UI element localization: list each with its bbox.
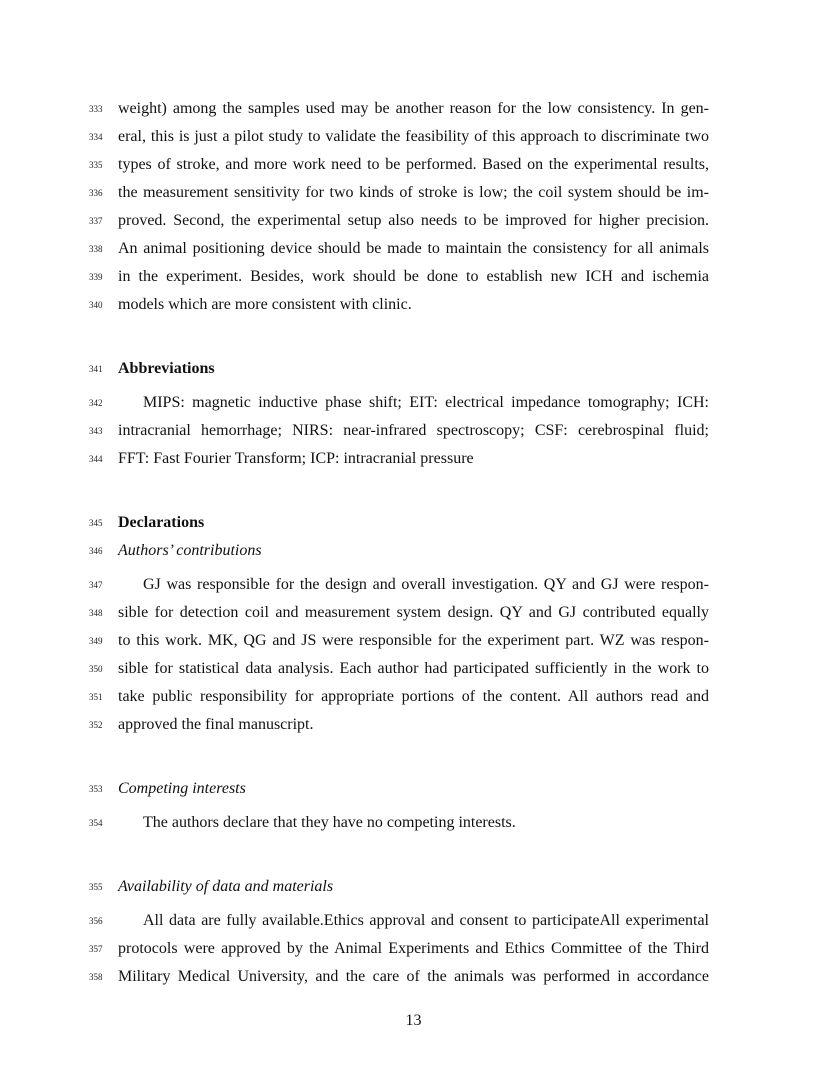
line-number: 351 (89, 692, 103, 702)
body-text-line: the measurement sensitivity for two kinds of stroke is low; the coil system should be im- (118, 184, 709, 201)
body-text-line: in the experiment. Besides, work should be done to establish new ICH and ischemia (118, 268, 709, 285)
line-number: 350 (89, 664, 103, 674)
body-text-line: sible for statistical data analysis. Each author had participated sufficiently in the work to (118, 660, 709, 677)
body-text-line: An animal positioning device should be made to maintain the consistency for all animals (118, 240, 709, 257)
page-number: 13 (405, 1012, 422, 1029)
body-text-line: to this work. MK, QG and JS were responsible for the experiment part. WZ was respon- (118, 632, 709, 649)
line-number: 348 (89, 608, 103, 618)
line-number: 333 (89, 104, 103, 114)
body-text-line: approved the final manuscript. (118, 716, 314, 733)
line-number: 346 (89, 546, 103, 556)
line-number: 347 (89, 580, 103, 590)
line-number: 343 (89, 426, 103, 436)
body-text-line: take public responsibility for appropriate portions of the content. All authors read and (118, 688, 709, 705)
body-text-line: models which are more consistent with clinic. (118, 296, 412, 313)
line-number: 349 (89, 636, 103, 646)
section-heading-declarations: Declarations (118, 514, 205, 531)
line-number: 339 (89, 272, 103, 282)
subsection-heading-competing-interests: Competing interests (118, 780, 246, 797)
body-text-line: All data are fully available.Ethics approval and consent to participateAll experimental (143, 912, 709, 929)
subsection-heading-availability: Availability of data and materials (118, 878, 334, 895)
body-text-line: Military Medical University, and the care of the animals was performed in accordance (118, 968, 709, 985)
body-text-line: proved. Second, the experimental setup also needs to be improved for higher precision. (118, 212, 709, 229)
subsection-heading-authors-contributions: Authors’ contributions (118, 542, 262, 559)
line-number: 337 (89, 216, 103, 226)
line-number: 358 (89, 972, 103, 982)
line-number: 355 (89, 882, 103, 892)
body-text-line: weight) among the samples used may be another reason for the low consistency. In gen- (118, 100, 709, 117)
body-text-line: types of stroke, and more work need to be performed. Based on the experimental results, (118, 156, 709, 173)
line-number: 338 (89, 244, 103, 254)
line-number: 336 (89, 188, 103, 198)
body-text-line: The authors declare that they have no competing interests. (143, 814, 516, 831)
body-text-line: FFT: Fast Fourier Transform; ICP: intracranial pressure (118, 450, 474, 467)
section-heading-abbreviations: Abbreviations (118, 360, 215, 377)
body-text-line: GJ was responsible for the design and overall investigation. QY and GJ were respon- (143, 576, 709, 593)
line-number: 340 (89, 300, 103, 310)
line-number: 335 (89, 160, 103, 170)
body-text-line: intracranial hemorrhage; NIRS: near-infrared spectroscopy; CSF: cerebrospinal fluid; (118, 422, 709, 439)
body-text-line: eral, this is just a pilot study to validate the feasibility of this approach to discriminate two (118, 128, 709, 145)
line-number: 342 (89, 398, 103, 408)
line-number: 354 (89, 818, 103, 828)
body-text-line: MIPS: magnetic inductive phase shift; EIT: electrical impedance tomography; ICH: (143, 394, 709, 411)
line-number: 352 (89, 720, 103, 730)
body-text-line: protocols were approved by the Animal Experiments and Ethics Committee of the Third (118, 940, 709, 957)
line-number: 344 (89, 454, 103, 464)
body-text-line: sible for detection coil and measurement system design. QY and GJ contributed equally (118, 604, 709, 621)
line-number: 341 (89, 364, 103, 374)
line-number: 353 (89, 784, 103, 794)
line-number: 356 (89, 916, 103, 926)
line-number: 345 (89, 518, 103, 528)
line-number: 334 (89, 132, 103, 142)
line-number: 357 (89, 944, 103, 954)
